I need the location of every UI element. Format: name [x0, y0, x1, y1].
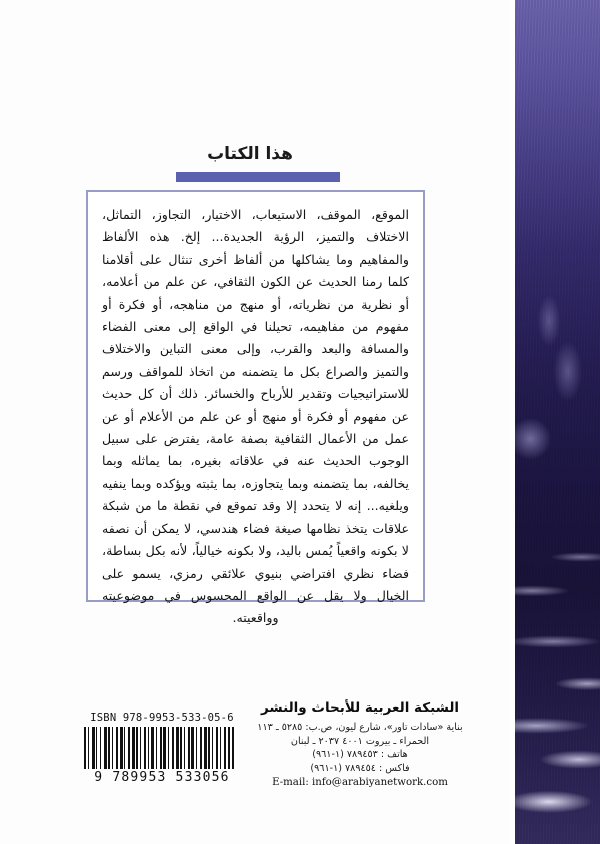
publisher-address-line-2: الحمراء ـ بيروت ٤٠٠١ ٢٠٣٧ ـ لبنان — [290, 735, 430, 747]
publisher-phone: هاتف : ٧٨٩٤٥٣ (١-٩٦١) — [312, 749, 408, 760]
isbn-number: ISBN 978-9953-533-05-6 — [90, 712, 234, 724]
publisher-fax: فاكس : ٧٨٩٤٥٤ (١-٩٦١) — [310, 762, 410, 774]
blurb-box — [86, 190, 425, 626]
publisher-name: الشبكة العربية للأبحاث والنشر — [260, 700, 460, 716]
isbn-barcode-block — [84, 712, 240, 785]
blurb-text: الموقع، الموقف، الاستيعاب، الاختيار، التجاوز، التماثل، الاختلاف والتميز، الرؤية الجديدة... إلخ. هذه الألفاظ والمفاهيم وما يشاكلها من ألفاظ أخرى تنثال على أقلامنا كلما رمنا الحديث عن الكون الثقافي، عن علم من أعلامه، أو نظرية من نظرياته، أو منهج من مناهجه، أو فكرة أو مفهوم من مفاهيمه، تحيلنا في الواقع إلى معنى الفضاء والمسافة والبعد والقرب، وإلى معنى التباين والاختلاف والتميز والصراع بكل ما يتضمنه من اتخاذ للمواقف ورسم للاستراتيجيات وتقدير للأرباح والخسائر. ذلك أن كل حديث عن مفهوم أو فكرة أو منهج أو عن علم من الأعلام أو عن عمل من الأعمال الثقافية بصفة عامة، يفترض على سبيل الوجوب الحديث عنه في علاقاته بغيره، بما يماثله وبما يخالفه، بما يتضمنه وبما يتجاوزه، بما يثبته ويؤكده وبما ينفيه ويلغيه... إنه لا يتحدد إلا وقد تموقع في نقطة ما من شبكة علاقات يتخذ نظامها صيغة فضاء هندسي، لا يمكن أن نصفه لا بكونه واقعياً يُمس باليد، ولا بكونه خيالياً، لأنه بكل بساطة، فضاء نظري افتراضي بنيوي علائقي رمزي، يسمو على الخيال ولا يقل عن الواقع المحسوس في موضوعيته وواقعيته. — [102, 207, 409, 626]
title-underline-bar — [176, 172, 340, 182]
cover-artwork-strip — [515, 0, 600, 844]
publisher-address-line-1: بناية «سادات تاور»، شارع ليون، ص.ب: ٥٢٨٥ ـ ١١٣ — [257, 722, 463, 733]
page-title: هذا الكتاب — [207, 144, 293, 164]
publisher-email: E-mail: info@arabiyanetwork.com — [272, 777, 448, 788]
barcode-digits: 9 789953 533056 — [94, 770, 230, 785]
barcode-icon — [84, 727, 236, 769]
publisher-block — [228, 700, 492, 790]
